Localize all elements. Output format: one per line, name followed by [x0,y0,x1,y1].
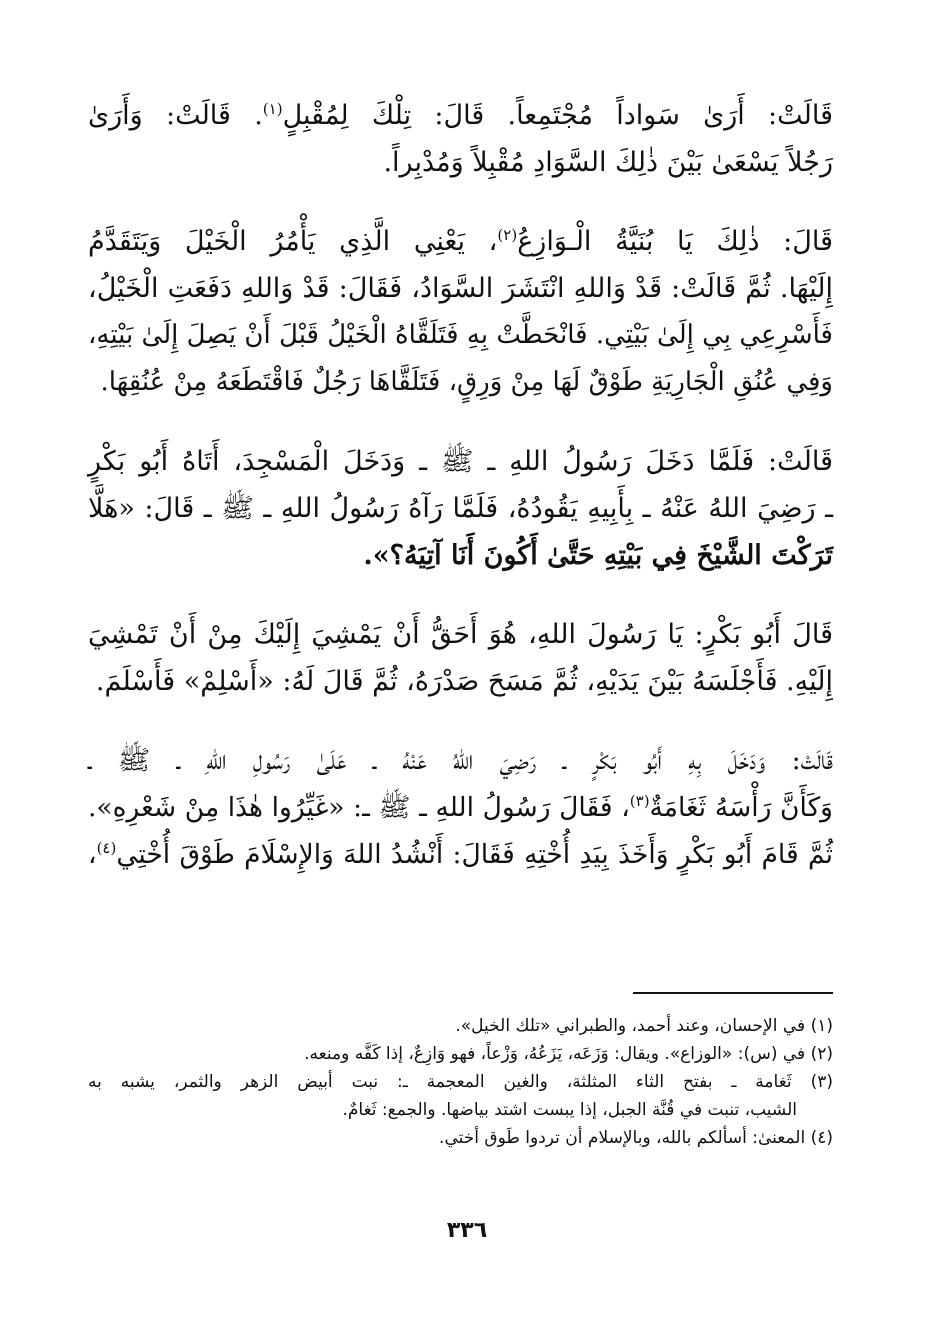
text-segment: . قَالَتْ: وَأَرَىٰ [88,100,263,131]
paragraph-5 [88,737,833,878]
footnote-label: (١) [810,1016,833,1036]
text-line: إِلَيْهِ. فَأَجْلَسَهُ بَيْنَ يَدَيْهِ، ثُمَّ مَسَحَ صَدْرَهُ، ثُمَّ قَالَ لَهُ: «أَسْلِمْ» فَأَسْلَمَ. [95,666,833,697]
text-line [88,92,833,139]
footnote-2 [88,1040,833,1068]
text-segment: قَالَ: ذٰلِكَ يَا بُنَيَّةُ الْـوَازِعُ [517,226,833,257]
footnote-text: المعنىٰ: أسألكم بالله، وبالإسلام أن تردوا طَوق أختي. [439,1128,806,1148]
footnote-separator [633,992,833,994]
text-segment: ، فَقَالَ رَسُولُ اللهِ ـ ﷺ ـ: «غَيِّرُوا هٰذَا مِنْ شَعْرِهِ». [88,792,630,823]
footnote-4 [88,1124,833,1152]
footnote-text: ثَغامة ـ بفتح الثاء المثلثة، والغين المعجمة ـ: نبت أبيض الزهر والثمر، يشبه به [88,1072,792,1092]
footnote-text: في (س): «الوزاع». ويقال: وَزَعَه، يَزَعُهُ، وَزْعاً، فهو وَازِعٌ، إذا كَفَّه ومنعه. [304,1044,806,1064]
footnote-3-continuation: الشيب، تنبت في قُنَّة الجبل، إذا يبست اشتد بياضها. والجمع: ثَغامٌ. [342,1100,797,1120]
paragraph-3 [88,438,833,579]
text-line [88,218,833,265]
text-line: قَالَ أَبُو بَكْرٍ: يَا رَسُولَ اللهِ، هُوَ أَحَقُّ أَنْ يَمْشِيَ إِلَيْكَ مِنْ أَنْ تَمْشِيَ [88,619,833,650]
footnote-label: (٣) [810,1072,834,1092]
footnote-ref-1[interactable]: (١) [262,100,283,118]
page-number: ٣٣٦ [446,1218,488,1243]
hadith-quote-line: تَرَكْتَ الشَّيْخَ فِي بَيْتِهِ حَتَّىٰ أَكُونَ أَنَا آتِيَهُ؟». [363,540,833,571]
text-line [88,784,833,831]
footnote-label: (٤) [810,1128,833,1148]
footnote-label: (٢) [810,1044,833,1064]
text-segment: ثُمَّ قَامَ أَبُو بَكْرٍ وَأَخَذَ بِيَدِ أُخْتِهِ فَقَالَ: أَنْشُدُ اللهَ وَالإِسْلَامَ طَوْقَ أُخْتِي [116,839,833,870]
footnote-1 [88,1012,833,1040]
text-line [88,831,833,878]
text-segment: ، [88,839,97,870]
text-line: قَالَتْ: وَدَخَلَ بِهِ أَبُو بَكْرٍ ـ رَضِيَ اللهُ عَنْهُ ـ عَلَىٰ رَسُولِ اللهِ ـ ﷺ ـ [88,745,833,776]
text-line: رَجُلاً يَسْعَىٰ بَيْنَ ذٰلِكَ السَّوَادِ مُقْبِلاً وَمُدْبِراً. [383,147,833,178]
footnote-ref-4[interactable]: (٤) [96,839,117,858]
main-text [88,92,833,910]
text-line: فَأَسْرِعِي بِي إِلَىٰ بَيْتِي. فَانْحَطَّتْ بِهِ فَتَلَقَّاهُ الْخَيْلُ قَبْلَ أَنْ يَصِلَ إِلَىٰ بَيْتِهِ، [88,320,833,350]
text-segment: ، يَعْنِي الَّذِي يَأْمُرُ الْخَيْلَ وَيَتَقَدَّمُ [88,226,498,257]
footnote-text: في الإحسان، وعند أحمد، والطبراني «تلك الخيل». [455,1016,806,1036]
paragraph-2 [88,218,833,406]
text-segment: وَكَأَنَّ رَأْسَهُ ثَغَامَةٌ [649,792,833,823]
text-line: وَفِي عُنُقِ الْجَارِيَةِ طَوْقٌ لَهَا مِنْ وَرِقٍ، فَتَلَقَّاهَا رَجُلٌ فَاقْتَطَعَهُ مِنْ عُنُقِهَا. [100,367,833,397]
footnotes [88,1012,833,1152]
paragraph-1 [88,92,833,186]
text-line: إِلَيْهَا. ثُمَّ قَالَتْ: قَدْ وَاللهِ انْتَشَرَ السَّوَادُ، فَقَالَ: قَدْ وَاللهِ دَفَعَتِ الْخَيْلُ، [88,273,833,304]
text-line: قَالَتْ: فَلَمَّا دَخَلَ رَسُولُ اللهِ ـ ﷺ ـ وَدَخَلَ الْمَسْجِدَ، أَتَاهُ أَبُو بَكْرٍ [88,446,833,477]
text-line: ـ رَضِيَ اللهُ عَنْهُ ـ بِأَبِيهِ يَقُودُهُ، فَلَمَّا رَآهُ رَسُولُ اللهِ ـ ﷺ ـ قَالَ: «هَلَّا [88,493,833,524]
text-segment: قَالَتْ: أَرَىٰ سَواداً مُجْتَمِعاً. قَالَ: تِلْكَ لِمُقْبِلٍ [282,100,833,131]
paragraph-4 [88,611,833,705]
footnote-ref-2[interactable]: (٢) [497,226,518,244]
footnote-3 [88,1068,833,1096]
footnote-ref-3[interactable]: (٣) [629,792,650,811]
